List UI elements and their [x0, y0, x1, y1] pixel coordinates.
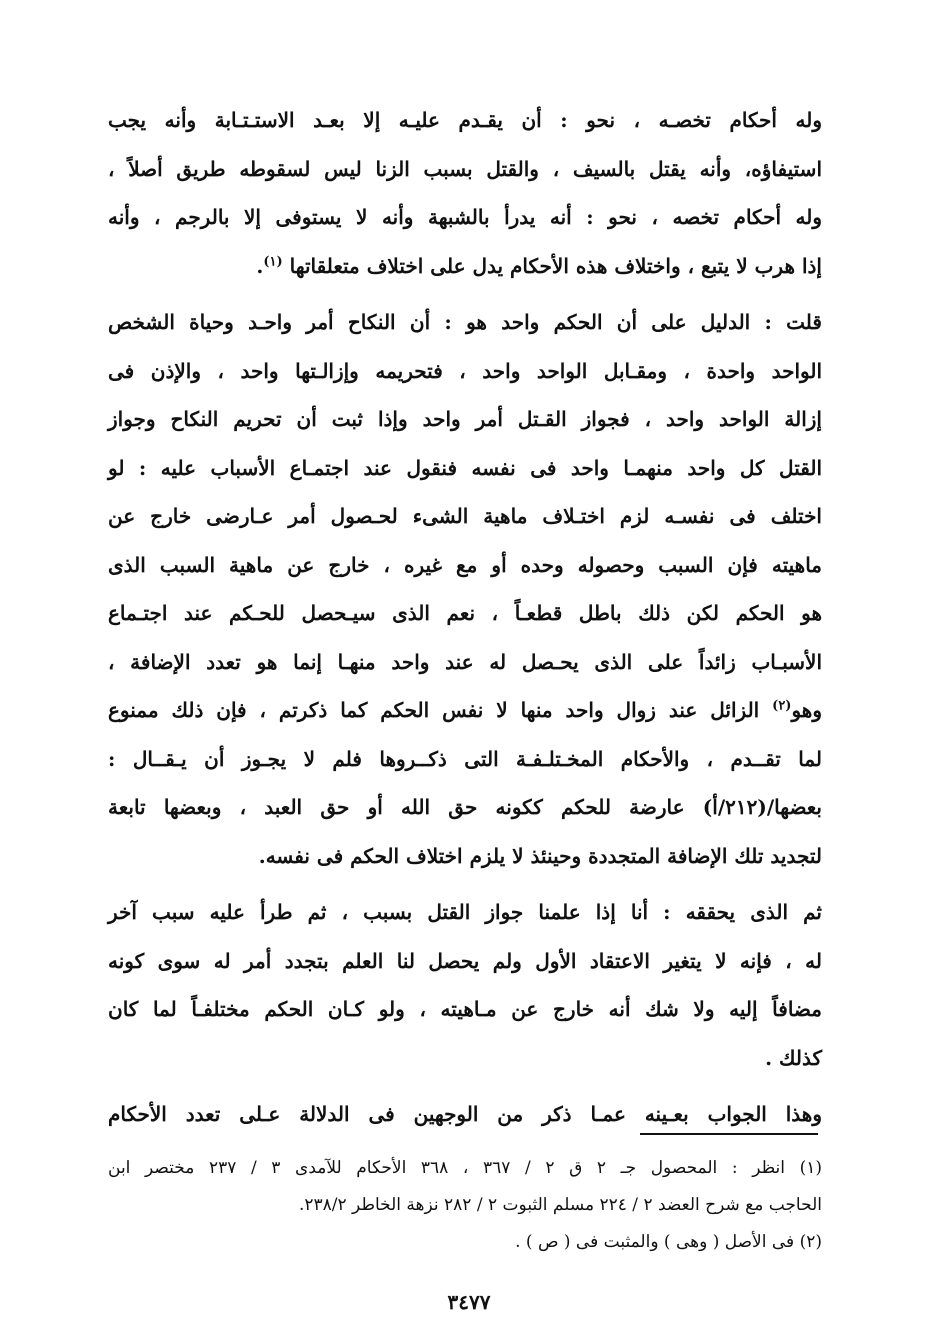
paragraph-lead: قلت: [786, 310, 822, 334]
text-fragment: وهو: [791, 698, 822, 722]
footnote-line: (١) انظر : المحصول جـ ٢ ق ٢ / ٣٦٧ ، ٣٦٨ الأحكام للآمدى ٣ / ٢٣٧ مختصر ابن: [108, 1158, 823, 1178]
paragraph-1: [108, 96, 822, 290]
text-line: [108, 888, 822, 937]
footnote-marker-1: (١): [263, 253, 283, 269]
text-line: إزالة الواحد واحد ، فجواز القـتل أمر واحد وإذا ثبت أن تحريم النكاح وجواز: [108, 407, 822, 431]
text-line: الأسبـاب زائداً على الذى يحـصل له عند واحد منهـا إنما هو تعدد الإضافة ،: [108, 649, 822, 674]
text-line: مضافاً إليه ولا شك أنه خارج عن مـاهيته ، ولو كـان الحكم مختلفـاً لما كان: [108, 997, 822, 1021]
footnote-1: [108, 1150, 822, 1224]
footnotes: [108, 1150, 822, 1261]
text-fragment: : أنا إذا علمنا جواز القتل بسبب ، ثم طرأ عليه سبب آخر: [108, 900, 671, 924]
footnote-2: [108, 1224, 822, 1261]
text-line: القتل كل واحد منهمـا واحد فى نفسه فنقول عند اجتمـاع الأسباب عليه : لو: [108, 455, 822, 480]
text-line: [108, 686, 822, 735]
text-line: [108, 242, 822, 291]
text-fragment: الزائل عند زوال واحد منها لا نفس الحكم كما ذكرتم ، فإن ذلك ممنوع: [108, 698, 773, 722]
text-line: بعضها/(٢١٢/أ) عارضة للحكم ككونه حق الله أو حق العبد ، وبعضها تابعة: [108, 795, 822, 819]
text-line: له ، فإنه لا يتغير الاعتقاد الأول ولم يحصل لنا العلم بتجدد أمر له سوى كونه: [108, 948, 822, 973]
text-line: وله أحكام تخصـه ، نحو : أن يقـدم عليـه إلا بعـد الاستـتـابة وأنه يجب: [108, 108, 822, 132]
paragraph-3: [108, 888, 822, 1082]
page-number: ٣٤٧٧: [447, 1290, 491, 1314]
text-line: ماهيته فإن السبب وحصوله وحده أو مع غيره ، خارج عن ماهية السبب الذى: [108, 552, 822, 577]
text-line: هو الحكم لكن ذلك باطل قطعـاً ، نعم الذى سيـحصل للحـكم عند اجتـماع: [108, 601, 822, 625]
main-text: [108, 96, 822, 1139]
text-line: وله أحكام تخصه ، نحو : أنه يدرأ بالشبهة وأنه لا يستوفى إلا بالرجم ، وأنه: [108, 205, 822, 229]
text-line: كذلك .: [765, 1045, 822, 1070]
footnote-separator: [640, 1133, 818, 1135]
footnote-line: (٢) فى الأصل ( وهى ) والمثبت فى ( ص ) .: [515, 1232, 822, 1252]
text-fragment: إذا هرب لا يتبع ، واختلاف هذه الأحكام يدل على اختلاف متعلقاتها: [289, 253, 822, 278]
paragraph-2: [108, 298, 822, 880]
text-line: استيفاؤه، وأنه يقتل بالسيف ، والقتل بسبب الزنا ليس لسقوطه طريق أصلاً ،: [108, 156, 822, 181]
text-line: اختلف فى نفسـه لزم اختـلاف ماهية الشىء لحـصول أمر عـارضى خارج عن: [108, 504, 822, 528]
footnote-line: الحاجب مع شرح العضد ٢ / ٢٢٤ مسلم الثبوت ٢ / ٢٨٢ نزهة الخاطر ٢٣٨/٢.: [298, 1195, 822, 1215]
text-fragment: .: [256, 253, 264, 278]
text-line: وهذا الجواب بعـينه عمـا ذكر من الوجهين فى الدلالة عـلى تعدد الأحكام: [108, 1102, 822, 1126]
text-line: الواحد واحدة ، ومقـابل الواحد واحد ، فتحريمه وإزالـتها واحد ، والإذن فى: [108, 358, 822, 383]
footnote-marker-2: (٢): [772, 698, 792, 714]
text-line: لتجديد تلك الإضافة المتجددة وحينئذ لا يلزم اختلاف الحكم فى نفسه.: [258, 843, 822, 868]
text-line: [108, 298, 822, 347]
paragraph-lead: ثم الذى يحققه: [685, 900, 823, 924]
text-line: لما تقــدم ، والأحكام المخـتلـفـة التى ذكــروها فلم لا يجـوز أن يـقــال :: [108, 746, 822, 771]
text-fragment: : الدليل على أن الحكم واحد هو : أن النكاح أمر واحـد وحياة الشخص: [108, 310, 772, 334]
paragraph-4: [108, 1090, 822, 1139]
